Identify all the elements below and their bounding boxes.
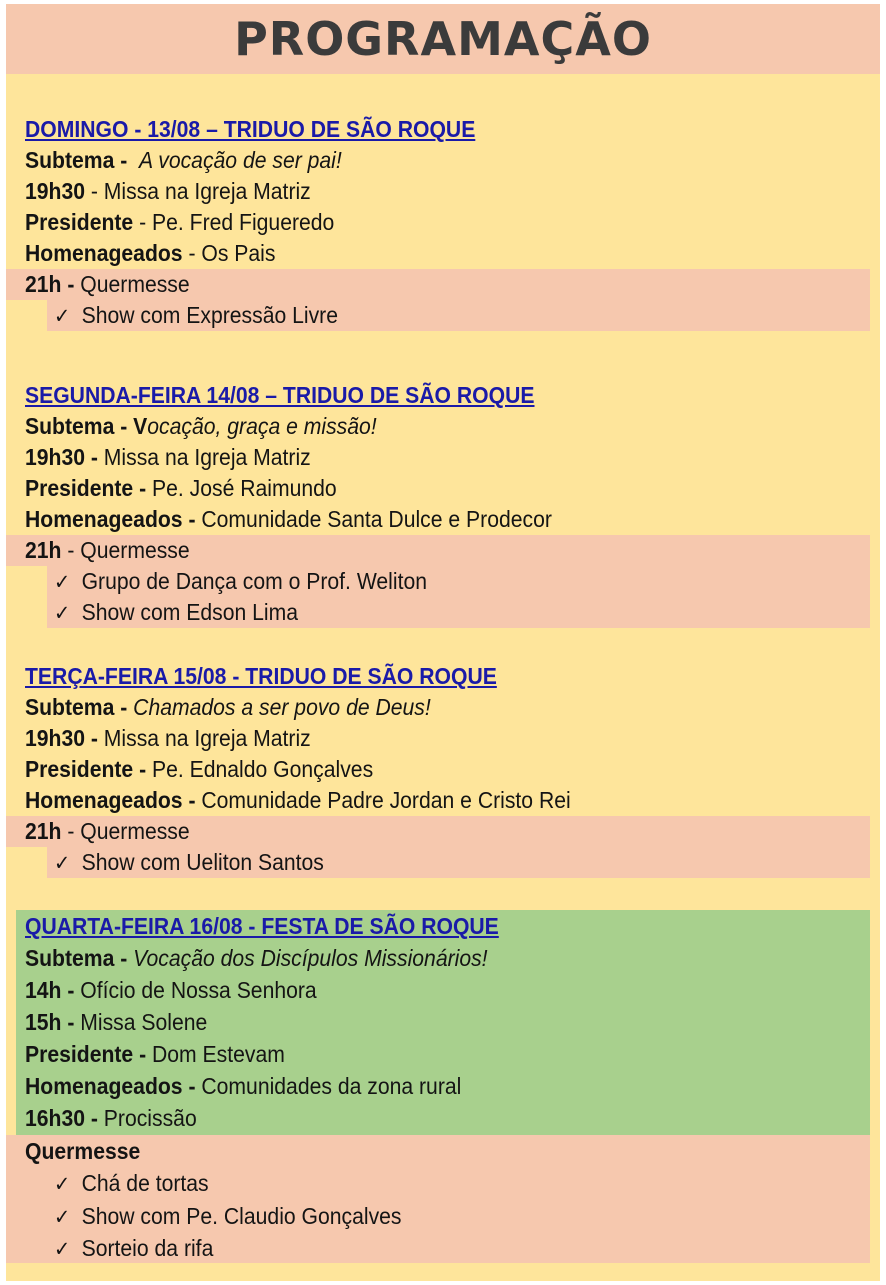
event-text: Ofício de Nossa Senhora xyxy=(74,977,317,1003)
subtema-label: Subtema - V xyxy=(25,413,148,439)
time-label: 21h - xyxy=(25,271,75,297)
presidente-text: Pe. Ednaldo Gonçalves xyxy=(146,756,374,782)
list-item xyxy=(54,1233,213,1264)
day3-subtema xyxy=(25,692,431,723)
day2-homenageados xyxy=(25,504,552,535)
list-item-text: Chá de tortas xyxy=(81,1170,209,1196)
time-label: 15h - xyxy=(25,1009,75,1035)
day2-subtema xyxy=(25,411,377,442)
day3-homenageados xyxy=(25,785,571,816)
list-item-text: Sorteio da rifa xyxy=(81,1235,214,1261)
homenageados-text: Comunidade Padre Jordan e Cristo Rei xyxy=(195,787,571,813)
event-text: Missa na Igreja Matriz xyxy=(97,725,311,751)
checkmark-icon: ✓ xyxy=(54,304,71,328)
day2-quermesse xyxy=(25,535,190,566)
checkmark-icon: ✓ xyxy=(54,601,71,625)
day1-presidente xyxy=(25,207,334,238)
homenageados-label: Homenageados - xyxy=(25,506,196,532)
event-text: Missa na Igreja Matriz xyxy=(97,444,311,470)
checkmark-icon: ✓ xyxy=(54,570,71,594)
day4-missa xyxy=(25,1007,207,1038)
homenageados-text: Comunidade Santa Dulce e Prodecor xyxy=(195,506,552,532)
day4-presidente xyxy=(25,1039,285,1070)
checkmark-icon: ✓ xyxy=(54,851,71,875)
quermesse-text: - Quermesse xyxy=(61,537,190,563)
presidente-text: - Pe. Fred Figueredo xyxy=(133,209,335,235)
list-item-text: Grupo de Dança com o Prof. Weliton xyxy=(81,568,428,594)
day3-quermesse xyxy=(25,816,190,847)
day1-title: DOMINGO - 13/08 – TRIDUO DE SÃO ROQUE xyxy=(25,116,476,142)
presidente-label: Presidente - xyxy=(25,475,147,501)
list-item xyxy=(54,847,324,878)
list-item xyxy=(54,597,298,628)
list-item xyxy=(54,566,427,597)
day4-oficio xyxy=(25,975,317,1006)
subtema-label: Subtema - xyxy=(25,945,128,971)
day2-missa xyxy=(25,442,311,473)
homenageados-label: Homenageados xyxy=(25,240,183,266)
day1-subtema xyxy=(25,145,342,176)
day4-procissao xyxy=(25,1103,197,1134)
day4-quermesse xyxy=(25,1136,140,1167)
subtema-text: Chamados a ser povo de Deus! xyxy=(133,694,431,720)
subtema-text: A vocação de ser pai! xyxy=(139,147,342,173)
day3-missa xyxy=(25,723,311,754)
presidente-label: Presidente xyxy=(25,209,134,235)
time-label: 19h30 xyxy=(25,178,86,204)
checkmark-icon: ✓ xyxy=(54,1237,71,1261)
quermesse-text: - Quermesse xyxy=(61,818,190,844)
event-text: Procissão xyxy=(97,1105,197,1131)
day4-subtema xyxy=(25,943,488,974)
list-item xyxy=(54,300,338,331)
day1-homenageados xyxy=(25,238,275,269)
day1-quermesse xyxy=(25,269,190,300)
time-label: 14h - xyxy=(25,977,75,1003)
list-item-text: Show com Edson Lima xyxy=(81,599,299,625)
list-item xyxy=(54,1201,402,1232)
time-label: 19h30 - xyxy=(25,725,98,751)
list-item-text: Show com Pe. Claudio Gonçalves xyxy=(81,1203,402,1229)
schedule-board xyxy=(6,74,880,1281)
time-label: 19h30 - xyxy=(25,444,98,470)
presidente-text: Dom Estevam xyxy=(146,1041,285,1067)
homenageados-label: Homenageados - xyxy=(25,787,196,813)
subtema-label: Subtema - xyxy=(25,694,128,720)
time-label: 21h xyxy=(25,537,62,563)
presidente-text: Pe. José Raimundo xyxy=(146,475,337,501)
list-item xyxy=(54,1168,209,1199)
header-banner xyxy=(6,4,880,74)
day3-presidente xyxy=(25,754,373,785)
homenageados-label: Homenageados - xyxy=(25,1073,196,1099)
event-text: Missa Solene xyxy=(74,1009,208,1035)
list-item-text: Show com Expressão Livre xyxy=(81,302,338,328)
event-text: - Missa na Igreja Matriz xyxy=(85,178,311,204)
day4-homenageados xyxy=(25,1071,461,1102)
day2-title: SEGUNDA-FEIRA 14/08 – TRIDUO DE SÃO ROQUE xyxy=(25,382,535,408)
quermesse-label: Quermesse xyxy=(25,1138,141,1164)
time-label: 21h xyxy=(25,818,62,844)
homenageados-text: Comunidades da zona rural xyxy=(195,1073,462,1099)
homenageados-text: - Os Pais xyxy=(182,240,276,266)
day2-presidente xyxy=(25,473,337,504)
day4-title: QUARTA-FEIRA 16/08 - FESTA DE SÃO ROQUE xyxy=(25,913,499,939)
subtema-label: Subtema - xyxy=(25,147,128,173)
subtema-text: ocação, graça e missão! xyxy=(147,413,377,439)
day3-title: TERÇA-FEIRA 15/08 - TRIDUO DE SÃO ROQUE xyxy=(25,663,497,689)
presidente-label: Presidente - xyxy=(25,1041,147,1067)
presidente-label: Presidente - xyxy=(25,756,147,782)
quermesse-text: Quermesse xyxy=(74,271,190,297)
page-title: PROGRAMAÇÃO xyxy=(234,12,652,66)
day1-missa xyxy=(25,176,311,207)
list-item-text: Show com Ueliton Santos xyxy=(81,849,324,875)
checkmark-icon: ✓ xyxy=(54,1172,71,1196)
time-label: 16h30 - xyxy=(25,1105,98,1131)
checkmark-icon: ✓ xyxy=(54,1205,71,1229)
subtema-text: Vocação dos Discípulos Missionários! xyxy=(133,945,488,971)
